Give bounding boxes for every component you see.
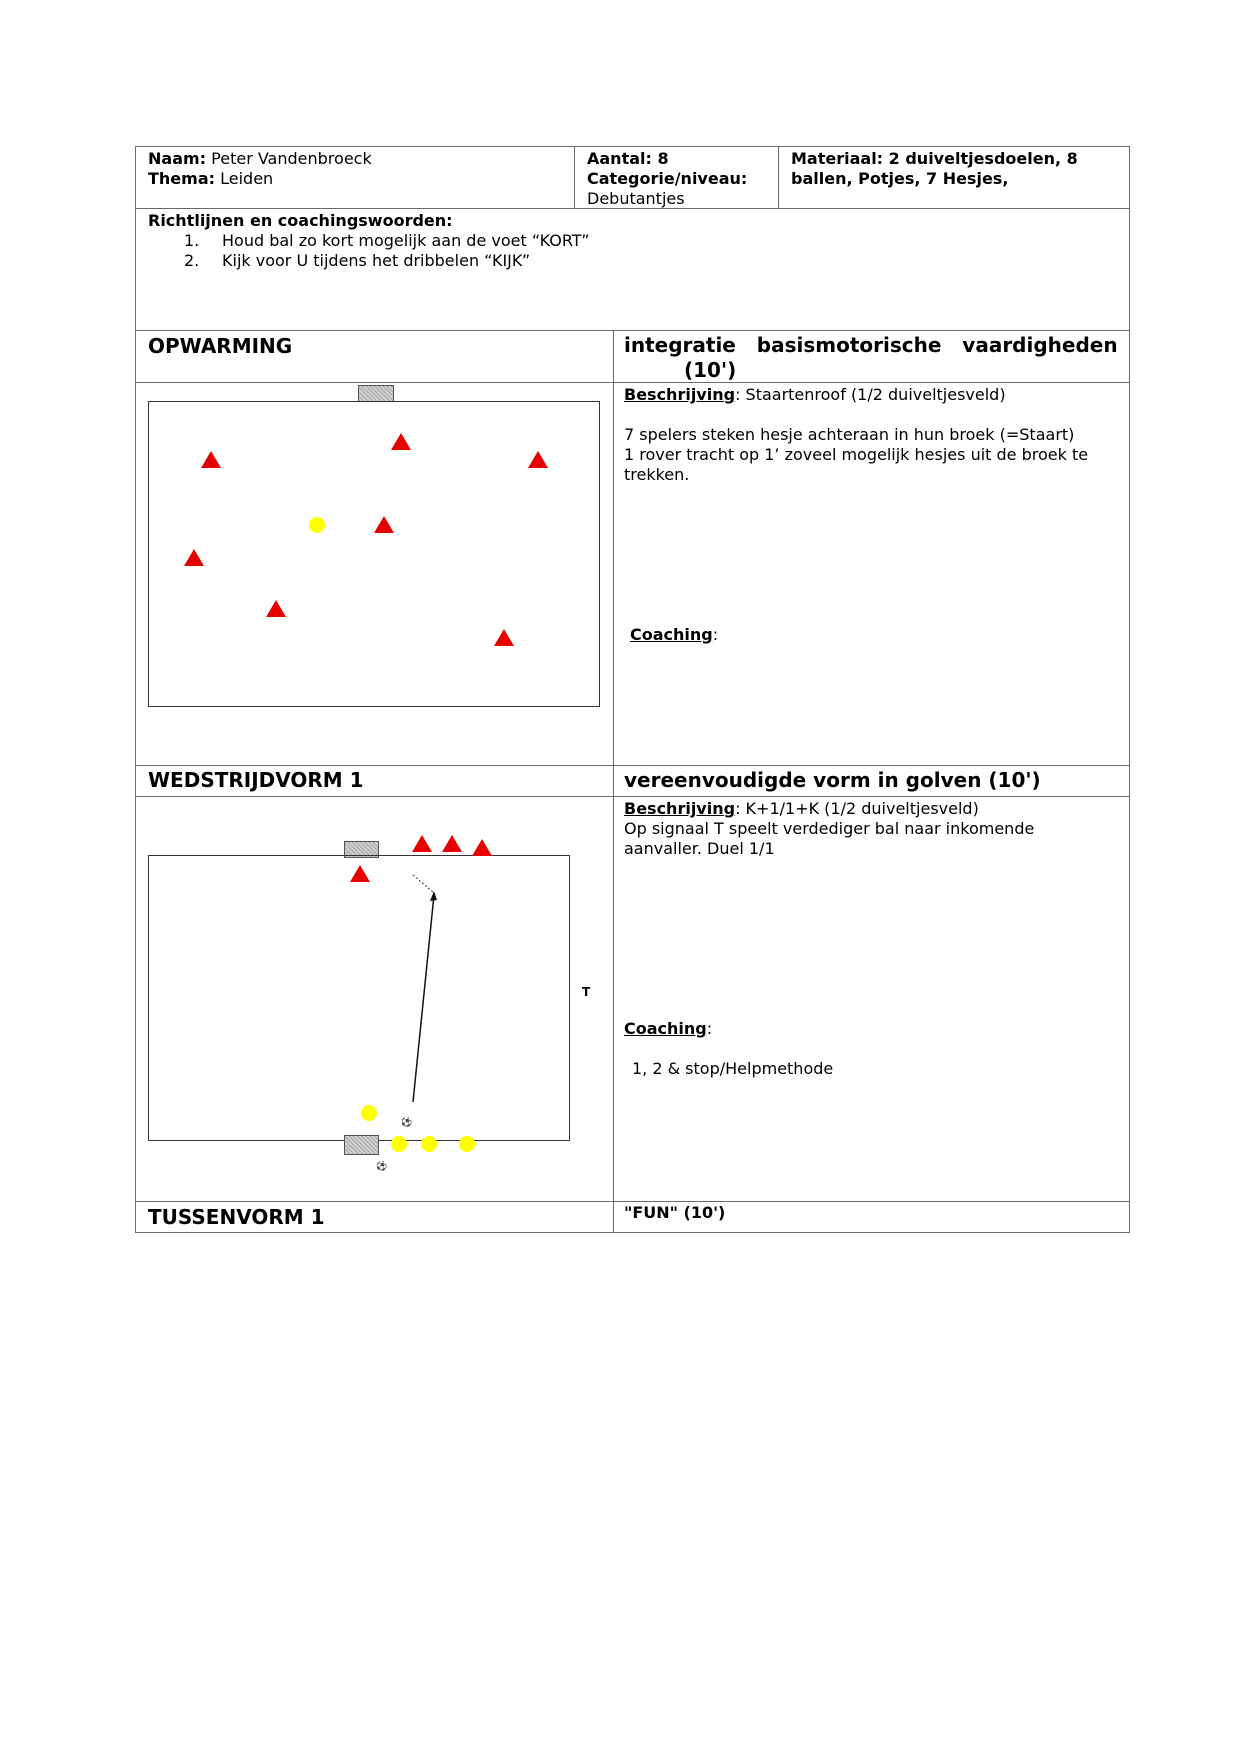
categorie-label: Categorie/niveau: xyxy=(587,169,748,188)
player-yellow-dot xyxy=(391,1136,407,1152)
guideline-text-2: Kijk voor U tijdens het dribbelen “KIJK” xyxy=(222,251,531,270)
opwarming-desc-2: 1 rover tracht op 1’ zoveel mogelijk hesjes uit de broek te xyxy=(624,445,1089,464)
wedstrijdvorm-title: WEDSTRIJDVORM 1 xyxy=(148,768,364,792)
player-red-triangle xyxy=(528,451,548,468)
opwarming-subtitle-2: (10') xyxy=(684,358,737,382)
thema-line xyxy=(148,169,273,189)
naam-line xyxy=(148,149,372,169)
opwarming-text-cell xyxy=(613,382,1130,766)
trainer-label-t: T xyxy=(582,985,591,999)
tussenvorm-subtitle: "FUN" (10') xyxy=(624,1203,726,1222)
goal-bottom xyxy=(344,1135,379,1155)
opwarming-subtitle-1: integratie basismotorische vaardigheden xyxy=(624,333,1118,357)
opwarming-title-cell xyxy=(135,330,614,383)
player-yellow-dot xyxy=(459,1136,475,1152)
wedstrijdvorm-coaching xyxy=(624,1019,712,1039)
opwarming-diagram-cell xyxy=(135,382,614,766)
coaching-suffix: : xyxy=(712,625,719,644)
player-yellow-dot xyxy=(421,1136,437,1152)
player-red-triangle xyxy=(266,600,286,617)
materiaal-line-1: Materiaal: 2 duiveltjesdoelen, 8 xyxy=(791,149,1078,168)
guidelines-cell xyxy=(135,208,1130,331)
coaching-label: Coaching xyxy=(630,625,713,644)
beschrijving-label: Beschrijving xyxy=(624,385,736,404)
field-opwarming xyxy=(148,401,600,707)
tussenvorm-title-cell xyxy=(135,1201,614,1233)
beschrijving-value: : Staartenroof (1/2 duiveltjesveld) xyxy=(735,385,1006,404)
beschrijving-label: Beschrijving xyxy=(624,799,736,818)
guideline-num-1: 1. xyxy=(184,231,200,250)
categorie-value: Debutantjes xyxy=(587,189,685,208)
wedstrijdvorm-text-cell xyxy=(613,796,1130,1202)
tussenvorm-subtitle-cell xyxy=(613,1201,1130,1233)
beschrijving-value: : K+1/1+K (1/2 duiveltjesveld) xyxy=(735,799,979,818)
player-yellow-dot xyxy=(309,517,325,533)
wedstrijdvorm-title-cell xyxy=(135,765,614,797)
wedstrijdvorm-subtitle-cell xyxy=(613,765,1130,797)
materiaal-line-2: ballen, Potjes, 7 Hesjes, xyxy=(791,169,1009,188)
wedstrijdvorm-desc-2: aanvaller. Duel 1/1 xyxy=(624,839,775,858)
opwarming-desc-3: trekken. xyxy=(624,465,690,484)
player-red-triangle xyxy=(201,451,221,468)
player-red-triangle xyxy=(184,549,204,566)
player-red-triangle xyxy=(391,433,411,450)
wedstrijdvorm-desc-1: Op signaal T speelt verdediger bal naar inkomende xyxy=(624,819,1035,838)
tussenvorm-title: TUSSENVORM 1 xyxy=(148,1205,325,1229)
naam-value: Peter Vandenbroeck xyxy=(206,149,372,168)
wedstrijdvorm-beschrijving xyxy=(624,799,979,819)
wedstrijdvorm-coaching-text: 1, 2 & stop/Helpmethode xyxy=(632,1059,834,1078)
ball-icon: ⚽ xyxy=(401,1118,413,1128)
aantal-cell xyxy=(574,146,779,209)
coaching-label: Coaching xyxy=(624,1019,707,1038)
opwarming-coaching xyxy=(630,625,718,645)
wedstrijdvorm-subtitle: vereenvoudigde vorm in golven (10') xyxy=(624,768,1041,792)
guideline-num-2: 2. xyxy=(184,251,200,270)
opwarming-subtitle-cell xyxy=(613,330,1130,383)
guidelines-title: Richtlijnen en coachingswoorden: xyxy=(148,211,453,230)
ball-icon: ⚽ xyxy=(376,1162,388,1172)
opwarming-beschrijving xyxy=(624,385,1006,405)
opwarming-desc-1: 7 spelers steken hesje achteraan in hun broek (=Staart) xyxy=(624,425,1075,444)
guideline-text-1: Houd bal zo kort mogelijk aan de voet “KORT” xyxy=(222,231,590,250)
aantal-label: Aantal: 8 xyxy=(587,149,669,168)
materiaal-cell xyxy=(778,146,1130,209)
player-red-triangle xyxy=(494,629,514,646)
wedstrijdvorm-diagram-cell xyxy=(135,796,614,1202)
thema-value: Leiden xyxy=(215,169,274,188)
goal-top xyxy=(358,385,394,402)
thema-label: Thema: xyxy=(148,169,216,188)
player-yellow-dot xyxy=(361,1105,377,1121)
naam-label: Naam: xyxy=(148,149,207,168)
naam-cell xyxy=(135,146,575,209)
opwarming-title: OPWARMING xyxy=(148,334,293,358)
coaching-suffix: : xyxy=(706,1019,713,1038)
player-red-triangle xyxy=(374,516,394,533)
